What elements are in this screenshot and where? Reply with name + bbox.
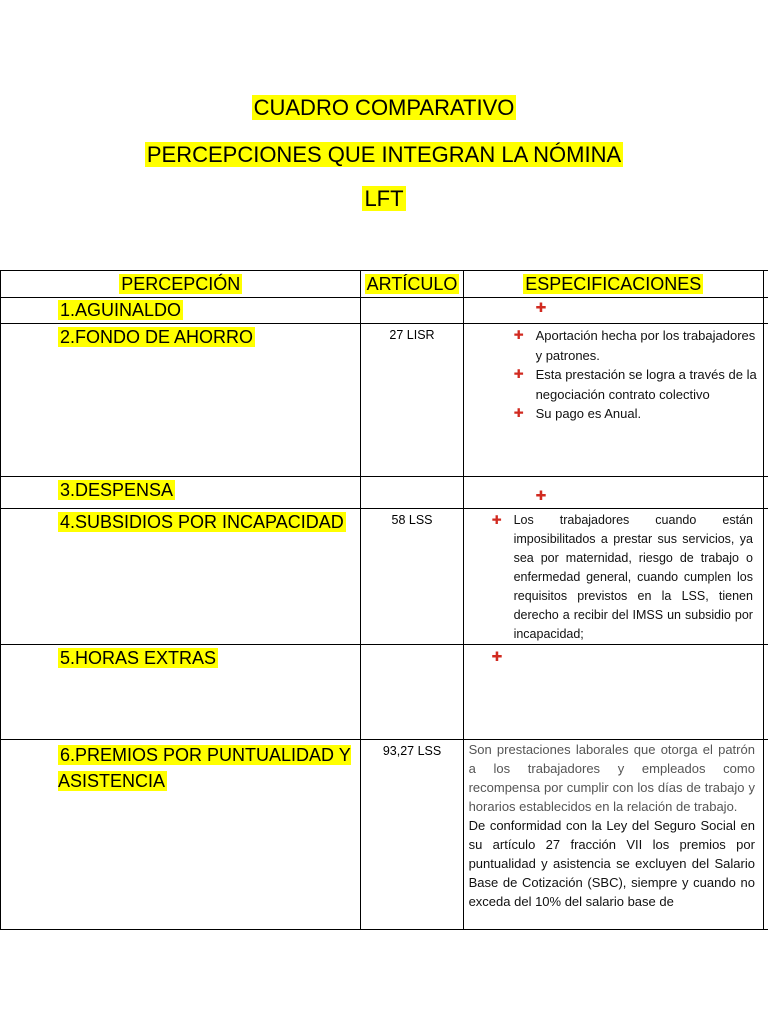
percepcion-premios: 6.PREMIOS POR PUNTUALIDAD Y ASISTENCIA — [58, 745, 351, 791]
list-item: ✚ Su pago es Anual. — [536, 404, 759, 424]
comparison-table — [0, 270, 768, 930]
spec-paragraph-1: Son prestaciones laborales que otorga el patrón a los trabajadores y empleados como recompensa por cumplir con los días de trabajo y horarios establecidos en la relación de trabajo. — [468, 742, 755, 814]
percepcion-subsidios: 4.SUBSIDIOS POR INCAPACIDAD — [60, 512, 344, 532]
percepcion-horas-extras: 5.HORAS EXTRAS — [60, 648, 217, 668]
list-item: ✚ Aportación hecha por los trabajadores y patrones. — [513, 328, 756, 363]
title-line-2: PERCEPCIONES QUE INTEGRAN LA NÓMINA — [146, 142, 622, 167]
articulo-cell: 58 LSS — [361, 509, 463, 645]
bullet-plus-icon: ✚ — [491, 513, 502, 527]
table-row — [1, 509, 768, 645]
percepcion-despensa: 3.DESPENSA — [60, 480, 174, 500]
list-item: ✚ Los trabajadores cuando están imposibilitados a prestar sus servicios, ya sea por maternidad, riesgo de trabajo o enfermedad general, cuando cumplen los requisitos previstos en la LSS, tienen derecho a recibir del IMSS un subsidio por incapacidad; — [491, 513, 753, 641]
table-header-row — [1, 271, 768, 298]
header-percepcion: PERCEPCIÓN — [121, 274, 241, 294]
header-especificaciones: ESPECIFICACIONES — [525, 274, 702, 294]
table-row — [1, 645, 768, 740]
table-row — [1, 298, 768, 324]
header-articulo: ARTÍCULO — [366, 274, 458, 294]
spec-list — [464, 324, 763, 424]
articulo-cell — [361, 477, 463, 509]
table-row — [1, 477, 768, 509]
spec-list — [464, 509, 763, 644]
bullet-plus-icon: ✚ — [535, 488, 547, 503]
spec-paragraph-2: De conformidad con la Ley del Seguro Social en su artículo 27 fracción VII los premios por puntualidad y asistencia se excluyen del Salario Base de Cotización (SBC), siempre y cuando no exceda del 10% del salario base de — [468, 818, 755, 909]
articulo-cell — [361, 645, 463, 740]
bullet-plus-icon: ✚ — [513, 406, 524, 420]
articulo-cell: 93,27 LSS — [361, 740, 463, 930]
articulo-cell — [361, 298, 463, 324]
title-line-3: LFT — [364, 186, 404, 211]
list-item: ✚ Esta prestación se logra a través de la negociación contrato colectivo — [513, 367, 757, 402]
bullet-plus-icon: ✚ — [491, 649, 503, 664]
bullet-plus-icon: ✚ — [535, 300, 547, 315]
percepcion-aguinaldo: 1.AGUINALDO — [60, 300, 182, 320]
bullet-plus-icon: ✚ — [513, 328, 524, 342]
title-line-1: CUADRO COMPARATIVO — [253, 95, 515, 120]
articulo-cell: 27 LISR — [361, 324, 463, 477]
table-row — [1, 324, 768, 477]
table-row — [1, 740, 768, 930]
bullet-plus-icon: ✚ — [513, 367, 524, 381]
percepcion-fondo-ahorro: 2.FONDO DE AHORRO — [60, 327, 254, 347]
